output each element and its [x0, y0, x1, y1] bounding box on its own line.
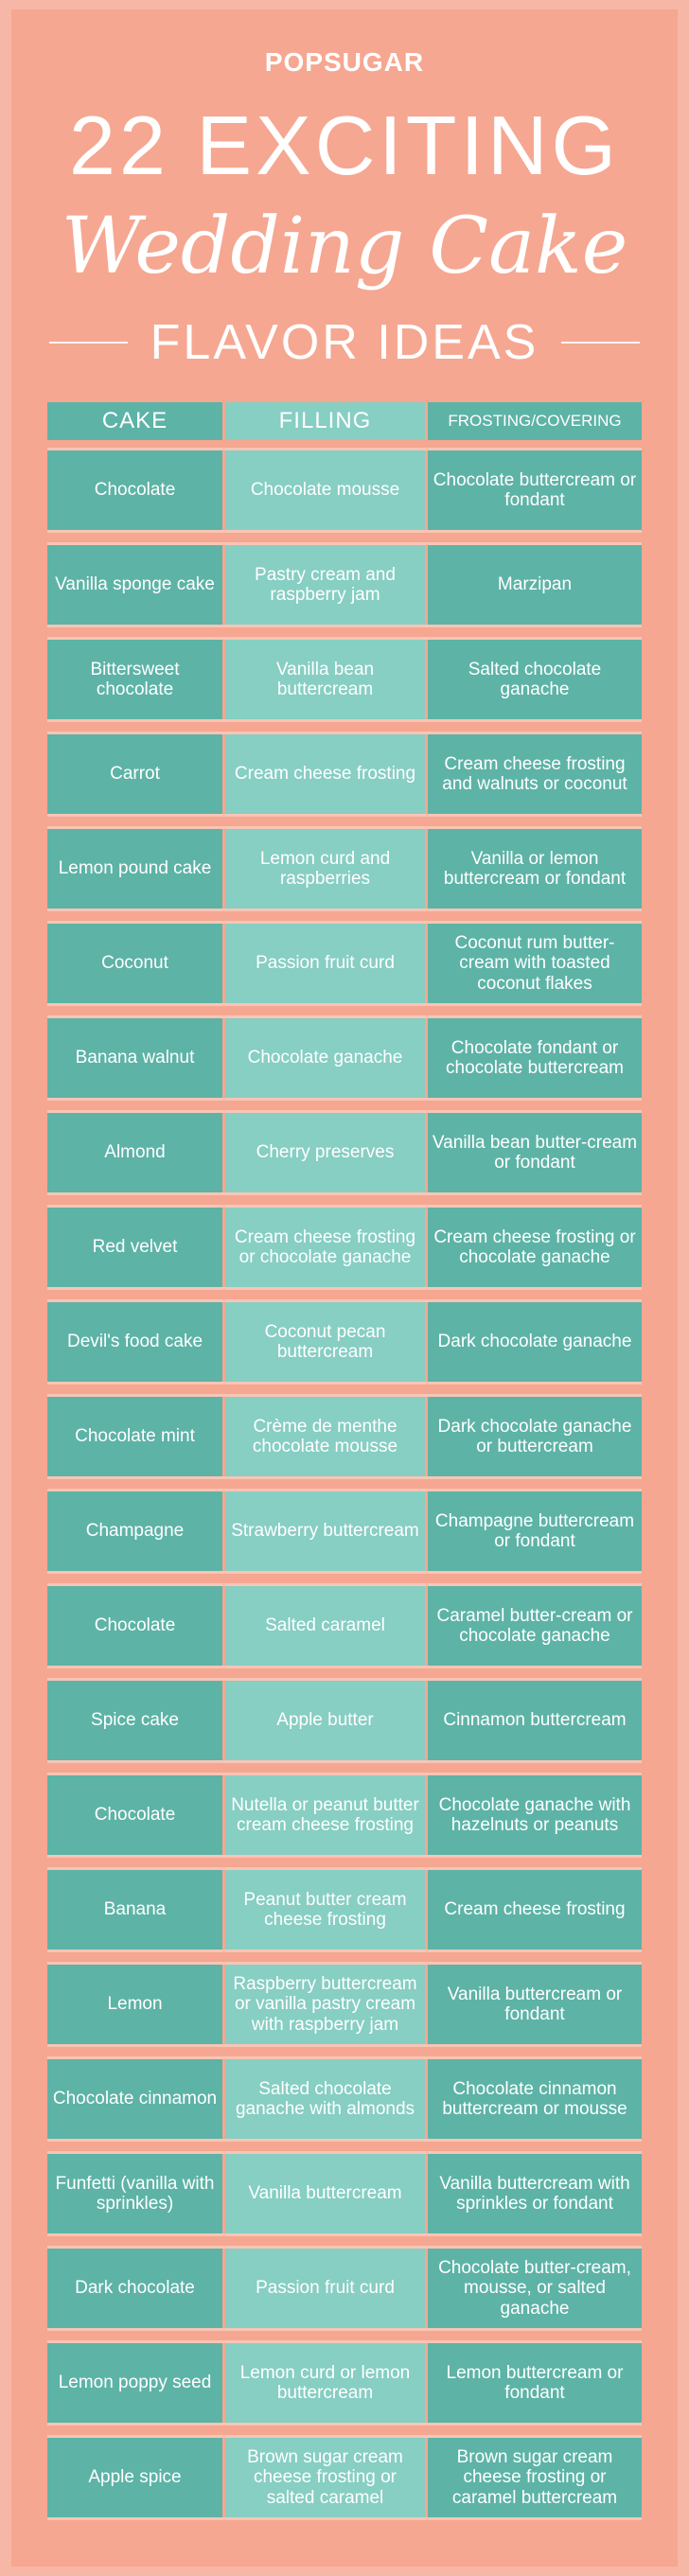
- cake-cell: Banana: [47, 1870, 222, 1950]
- frosting-cell: Chocolate cinnamon buttercream or mousse: [428, 2059, 642, 2139]
- table-row: [47, 1299, 642, 1385]
- filling-cell: Chocolate ganache: [225, 1018, 425, 1098]
- header-filling: FILLING: [225, 402, 425, 440]
- frosting-cell: Salted chocolate ganache: [428, 640, 642, 719]
- title-line-3: FLAVOR IDEAS: [150, 315, 539, 370]
- filling-cell: Vanilla buttercream: [225, 2154, 425, 2233]
- frosting-cell: Champagne buttercream or fondant: [428, 1491, 642, 1571]
- filling-cell: Apple butter: [225, 1681, 425, 1760]
- frosting-cell: Dark chocolate ganache: [428, 1302, 642, 1382]
- table-header: [47, 402, 642, 440]
- table-row: [47, 448, 642, 533]
- frosting-cell: Caramel butter-cream or chocolate ganache: [428, 1586, 642, 1666]
- cake-cell: Banana walnut: [47, 1018, 222, 1098]
- header-cake: CAKE: [47, 402, 222, 440]
- frosting-cell: Chocolate butter-cream, mousse, or salted ganache: [428, 2249, 642, 2328]
- cake-cell: Dark chocolate: [47, 2249, 222, 2328]
- table-row: [47, 1773, 642, 1858]
- table-row: [47, 732, 642, 817]
- cake-cell: Lemon pound cake: [47, 829, 222, 909]
- cake-cell: Funfetti (vanilla with sprinkles): [47, 2154, 222, 2233]
- left-rule: [49, 342, 128, 344]
- cake-cell: Carrot: [47, 734, 222, 814]
- frosting-cell: Cream cheese frosting: [428, 1870, 642, 1950]
- table-row: [47, 921, 642, 1006]
- frosting-cell: Chocolate buttercream or fondant: [428, 450, 642, 530]
- brand-logo: POPSUGAR: [264, 47, 425, 77]
- table-row: [47, 1110, 642, 1195]
- table-row: [47, 1867, 642, 1952]
- frosting-cell: Coconut rum butter-cream with toasted coconut flakes: [428, 924, 642, 1003]
- filling-cell: Cream cheese frosting: [225, 734, 425, 814]
- filling-cell: Lemon curd or lemon buttercream: [225, 2343, 425, 2423]
- table-row: [47, 1678, 642, 1763]
- filling-cell: Salted chocolate ganache with almonds: [225, 2059, 425, 2139]
- filling-cell: Raspberry buttercream or vanilla pastry cream with raspberry jam: [225, 1965, 425, 2044]
- frosting-cell: Chocolate ganache with hazelnuts or peanuts: [428, 1775, 642, 1855]
- cake-cell: Chocolate cinnamon: [47, 2059, 222, 2139]
- cake-cell: Coconut: [47, 924, 222, 1003]
- cake-cell: Champagne: [47, 1491, 222, 1571]
- frosting-cell: Vanilla buttercream or fondant: [428, 1965, 642, 2044]
- filling-cell: Strawberry buttercream: [225, 1491, 425, 1571]
- frosting-cell: Cream cheese frosting or chocolate ganache: [428, 1208, 642, 1287]
- table-body: [47, 448, 642, 2520]
- frosting-cell: Vanilla buttercream with sprinkles or fondant: [428, 2154, 642, 2233]
- cake-cell: Lemon poppy seed: [47, 2343, 222, 2423]
- table-row: [47, 542, 642, 627]
- cake-cell: Apple spice: [47, 2438, 222, 2517]
- frosting-cell: Marzipan: [428, 545, 642, 625]
- table-row: [47, 2340, 642, 2426]
- table-row: [47, 1489, 642, 1574]
- frosting-cell: Vanilla bean butter-cream or fondant: [428, 1113, 642, 1192]
- table-row: [47, 2246, 642, 2331]
- frosting-cell: Cinnamon buttercream: [428, 1681, 642, 1760]
- subtitle-row: [49, 314, 640, 371]
- header-frosting: FROSTING/COVERING: [428, 402, 642, 440]
- frosting-cell: Brown sugar cream cheese frosting or caramel buttercream: [428, 2438, 642, 2517]
- title-line-2: Wedding Cake: [61, 202, 628, 291]
- cake-cell: Lemon: [47, 1965, 222, 2044]
- table-row: [47, 1394, 642, 1479]
- flavor-table: [47, 402, 642, 2530]
- table-row: [47, 1205, 642, 1290]
- infographic-frame: [11, 9, 678, 2567]
- cake-cell: Vanilla sponge cake: [47, 545, 222, 625]
- cake-cell: Chocolate: [47, 450, 222, 530]
- filling-cell: Pastry cream and raspberry jam: [225, 545, 425, 625]
- frosting-cell: Dark chocolate ganache or buttercream: [428, 1397, 642, 1476]
- filling-cell: Nutella or peanut butter cream cheese frosting: [225, 1775, 425, 1855]
- filling-cell: Cream cheese frosting or chocolate ganache: [225, 1208, 425, 1287]
- cake-cell: Almond: [47, 1113, 222, 1192]
- table-row: [47, 1583, 642, 1668]
- table-row: [47, 637, 642, 722]
- filling-cell: Chocolate mousse: [225, 450, 425, 530]
- filling-cell: Brown sugar cream cheese frosting or salted caramel: [225, 2438, 425, 2517]
- frosting-cell: Chocolate fondant or chocolate buttercream: [428, 1018, 642, 1098]
- filling-cell: Lemon curd and raspberries: [225, 829, 425, 909]
- frosting-cell: Cream cheese frosting and walnuts or coconut: [428, 734, 642, 814]
- cake-cell: Bittersweet chocolate: [47, 640, 222, 719]
- filling-cell: Coconut pecan buttercream: [225, 1302, 425, 1382]
- cake-cell: Chocolate: [47, 1775, 222, 1855]
- filling-cell: Vanilla bean buttercream: [225, 640, 425, 719]
- filling-cell: Cherry preserves: [225, 1113, 425, 1192]
- table-row: [47, 2151, 642, 2236]
- filling-cell: Passion fruit curd: [225, 2249, 425, 2328]
- cake-cell: Spice cake: [47, 1681, 222, 1760]
- table-row: [47, 2056, 642, 2142]
- filling-cell: Salted caramel: [225, 1586, 425, 1666]
- cake-cell: Devil's food cake: [47, 1302, 222, 1382]
- cake-cell: Chocolate: [47, 1586, 222, 1666]
- cake-cell: Red velvet: [47, 1208, 222, 1287]
- table-row: [47, 2435, 642, 2520]
- frosting-cell: Vanilla or lemon buttercream or fondant: [428, 829, 642, 909]
- table-row: [47, 826, 642, 911]
- right-rule: [561, 342, 640, 344]
- cake-cell: Chocolate mint: [47, 1397, 222, 1476]
- title-line-1: 22 EXCITING: [69, 98, 620, 192]
- table-row: [47, 1962, 642, 2047]
- frosting-cell: Lemon buttercream or fondant: [428, 2343, 642, 2423]
- filling-cell: Peanut butter cream cheese frosting: [225, 1870, 425, 1950]
- table-row: [47, 1015, 642, 1101]
- filling-cell: Crème de menthe chocolate mousse: [225, 1397, 425, 1476]
- filling-cell: Passion fruit curd: [225, 924, 425, 1003]
